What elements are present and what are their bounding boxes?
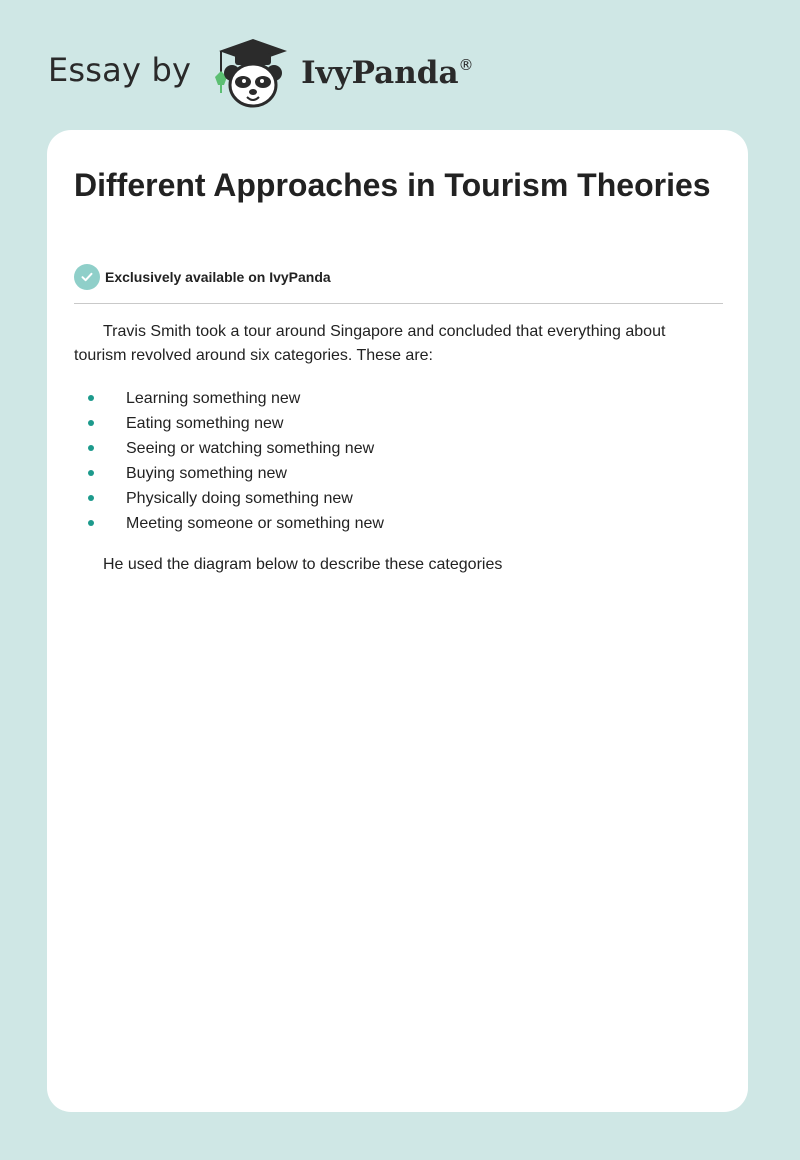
essay-title: Different Approaches in Tourism Theories xyxy=(74,167,711,203)
bullet-dot-icon xyxy=(88,470,94,476)
list-item: Eating something new xyxy=(74,411,714,436)
check-circle-icon xyxy=(74,264,100,290)
closing-paragraph: He used the diagram below to describe these categories xyxy=(103,556,503,573)
intro-paragraph: Travis Smith took a tour around Singapore and concluded that everything about tourism revolved around six categories. These are: xyxy=(74,323,666,364)
bullet-dot-icon xyxy=(88,420,94,426)
list-item: Physically doing something new xyxy=(74,486,714,511)
list-item: Buying something new xyxy=(74,461,714,486)
bullet-dot-icon xyxy=(88,445,94,451)
exclusive-badge xyxy=(74,263,331,290)
panda-logo-icon xyxy=(207,37,299,109)
bullet-dot-icon xyxy=(88,395,94,401)
registered-mark: ® xyxy=(458,56,474,74)
bullet-dot-icon xyxy=(88,495,94,501)
essay-by-label: Essay by xyxy=(48,51,192,89)
essay-card xyxy=(47,130,748,1112)
list-item: Learning something new xyxy=(74,386,714,411)
bullet-dot-icon xyxy=(88,520,94,526)
category-list xyxy=(74,386,714,536)
divider xyxy=(74,303,723,304)
exclusive-label: Exclusively available on IvyPanda xyxy=(105,268,331,285)
list-item: Meeting someone or something new xyxy=(74,511,714,536)
list-item: Seeing or watching something new xyxy=(74,436,714,461)
ivypanda-wordmark: IvyPanda xyxy=(301,55,459,91)
brand-header xyxy=(48,36,474,108)
